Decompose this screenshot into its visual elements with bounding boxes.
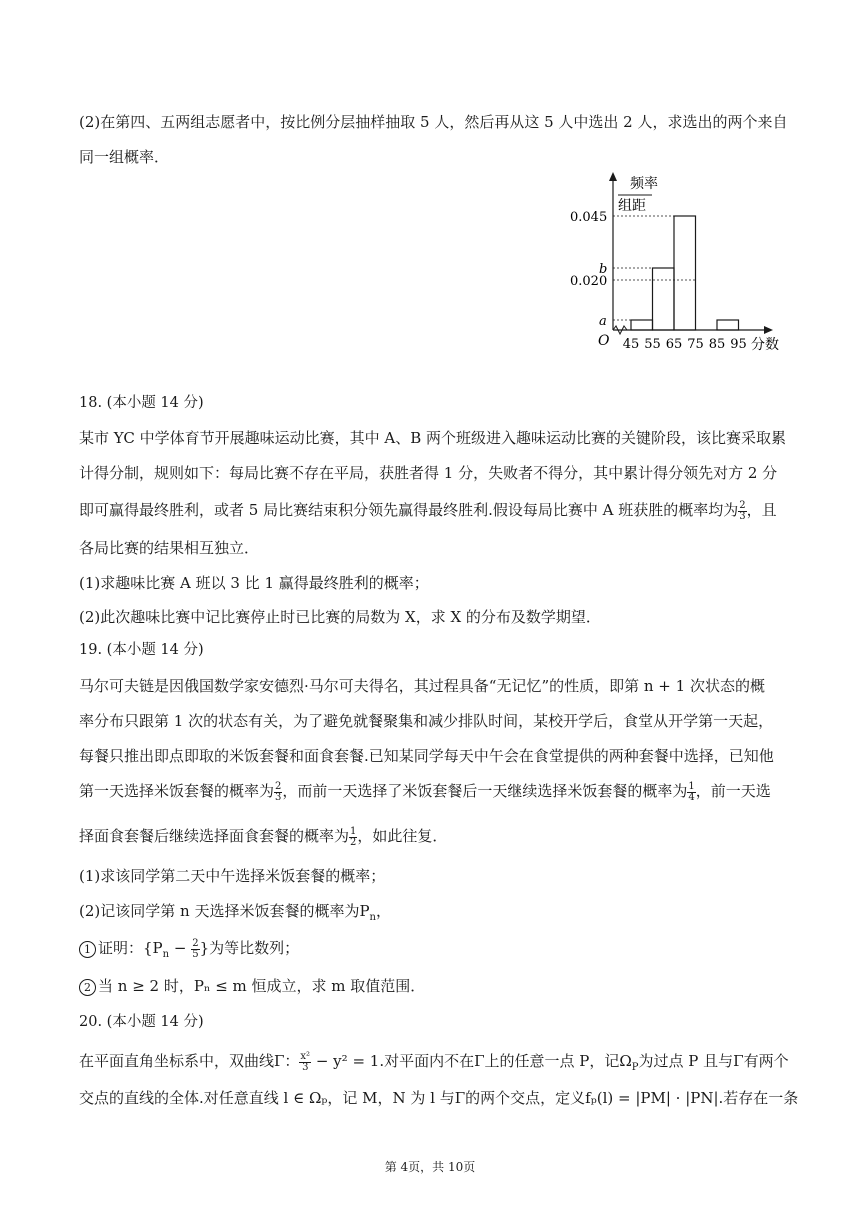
q19-sub1-tail: }为等比数列；: [199, 939, 300, 957]
circled-number-1: 1: [79, 941, 96, 958]
q18-part2: (2)此次趣味比赛中记比赛停止时已比赛的局数为 X，求 X 的分布及数学期望．: [79, 608, 601, 626]
y-tick-label-4: a: [599, 314, 607, 329]
histogram-bar-1: [631, 320, 653, 330]
q20-line1-tail: 为过点 P 且与Γ有两个: [638, 1052, 789, 1070]
q20-title: 20. (本小题 14 分): [79, 1014, 204, 1030]
q19-line3: 每餐只推出即点即取的米饭套餐和面食套餐.已知某同学每天中午会在食堂提供的两种套餐中选择，已知他: [79, 747, 774, 765]
x-tick-label-1: 45: [622, 337, 640, 352]
x-tick-label-2: 55: [644, 337, 661, 352]
fraction-one-quarter: $\frac{1}{4}$: [688, 780, 695, 803]
fraction-one-half: $\frac{1}{2}$: [350, 825, 357, 848]
ylabel-top: 频率: [630, 176, 658, 192]
q19-title: 19. (本小题 14 分): [79, 642, 204, 658]
fraction-two-thirds: $\frac{2}{3}$: [739, 499, 746, 522]
q19-line5-tail: ，如此往复．: [357, 827, 448, 845]
q19-part2-text: (2)记该同学第 n 天选择米饭套餐的概率为P: [79, 902, 370, 920]
x-axis-arrow: [764, 326, 773, 334]
fraction-two-thirds-2: $\frac{2}{3}$: [275, 780, 282, 803]
x-tick-label-3: 65: [665, 337, 683, 352]
page-footer: 第 4页，共 10页: [384, 1160, 476, 1174]
q20-line2: 交点的直线的全体.对任意直线 l ∈ Ωₚ，记 M，N 为 l 与Γ的两个交点，定义fₚ(l) = |PM| · |PN|.若存在一条: [79, 1089, 799, 1107]
xlabel: 分数: [751, 337, 779, 353]
q19-sub1-text: 证明：{P: [98, 939, 163, 957]
q19-line4-text: 第一天选择米饭套餐的概率为: [79, 782, 275, 800]
q19-part2: (2)记该同学第 n 天选择米饭套餐的概率为$P_n$，: [79, 902, 392, 923]
q17-part2-line2: 同一组概率．: [79, 148, 170, 166]
q18-line3: [79, 500, 779, 522]
y-tick-label-1: 0.045: [570, 210, 608, 225]
q19-sub1: 1 证明：{$P_n$ − $\frac{2}{5}$ }为等比数列；: [79, 938, 779, 965]
histogram-bar-3: [674, 216, 696, 330]
origin-label: O: [598, 333, 610, 349]
q19-line4-tail: ，前一天选: [695, 782, 771, 800]
fraction-x2-over-3: $\frac{\text{x²}}{3}$: [300, 1050, 311, 1073]
q20-line1-text: 在平面直角坐标系中，双曲线Γ：: [79, 1052, 300, 1070]
q18-line4: 各局比赛的结果相互独立．: [79, 539, 260, 557]
q20-line1: 在平面直角坐标系中，双曲线Γ： $\frac{\text{x²}}{3}$ − y² = 1.对平面内不在Γ上的任意一点 P，记$\Omega_P$为过点 P 且与Γ有两个: [79, 1050, 789, 1073]
q19-line4: [79, 781, 779, 803]
histogram-bar-5: [717, 320, 739, 330]
x-tick-label-5: 85: [708, 337, 726, 352]
ylabel-bottom: 组距: [618, 198, 646, 214]
x-tick-label-4: 75: [687, 337, 704, 352]
q19-line4-mid: ，而前一天选择了米饭套餐后一天继续选择米饭套餐的概率为: [282, 782, 688, 800]
frequency-histogram: [568, 168, 798, 363]
q18-line1: 某市 YC 中学体育节开展趣味运动比赛，其中 A、B 两个班级进入趣味运动比赛的关键阶段，该比赛采取累: [79, 429, 787, 447]
circled-number-2: 2: [79, 979, 96, 996]
q18-title: 18. (本小题 14 分): [79, 395, 204, 411]
q19-line5: [79, 826, 779, 848]
q19-part1: (1)求该同学第二天中午选择米饭套餐的概率；: [79, 867, 386, 885]
q18-line3-text: 即可赢得最终胜利，或者 5 局比赛结束积分领先赢得最终胜利.假设每局比赛中 A 班获胜的概率均为: [79, 501, 739, 519]
q18-part1: (1)求趣味比赛 A 班以 3 比 1 赢得最终胜利的概率；: [79, 574, 429, 592]
q19-sub2-text: 当 n ≥ 2 时，Pₙ ≤ m 恒成立，求 m 取值范围．: [98, 977, 426, 995]
y-axis-arrow: [609, 172, 617, 181]
y-tick-label-3: 0.020: [570, 274, 608, 289]
q18-line2: 计得分制，规则如下：每局比赛不存在平局，获胜者得 1 分，失败者不得分，其中累计得分领先对方 2 分: [79, 464, 778, 482]
q17-part2-line1: (2)在第四、五两组志愿者中，按比例分层抽样抽取 5 人，然后再从这 5 人中选出 2 人，求选出的两个来自: [79, 113, 788, 131]
y-tick-label-2: b: [599, 262, 608, 277]
fraction-two-fifths: $\frac{2}{5}$: [192, 937, 199, 960]
q19-line5-text: 择面食套餐后继续选择面食套餐的概率为: [79, 827, 350, 845]
q18-line3-tail: ，且: [746, 501, 777, 519]
x-tick-label-6: 95: [730, 337, 747, 352]
histogram-bar-2: [653, 268, 675, 330]
q19-line2: 率分布只跟第 1 次的状态有关，为了避免就餐聚集和减少排队时间，某校开学后，食堂从开学第一天起，: [79, 712, 774, 730]
q20-line1-mid: − y² = 1.对平面内不在Γ上的任意一点 P，记Ω: [311, 1052, 632, 1070]
q19-line1: 马尔可夫链是因俄国数学家安德烈·马尔可夫得名，其过程具备“无记忆”的性质，即第 n + 1 次状态的概: [79, 677, 765, 695]
q19-sub2: [79, 976, 779, 996]
